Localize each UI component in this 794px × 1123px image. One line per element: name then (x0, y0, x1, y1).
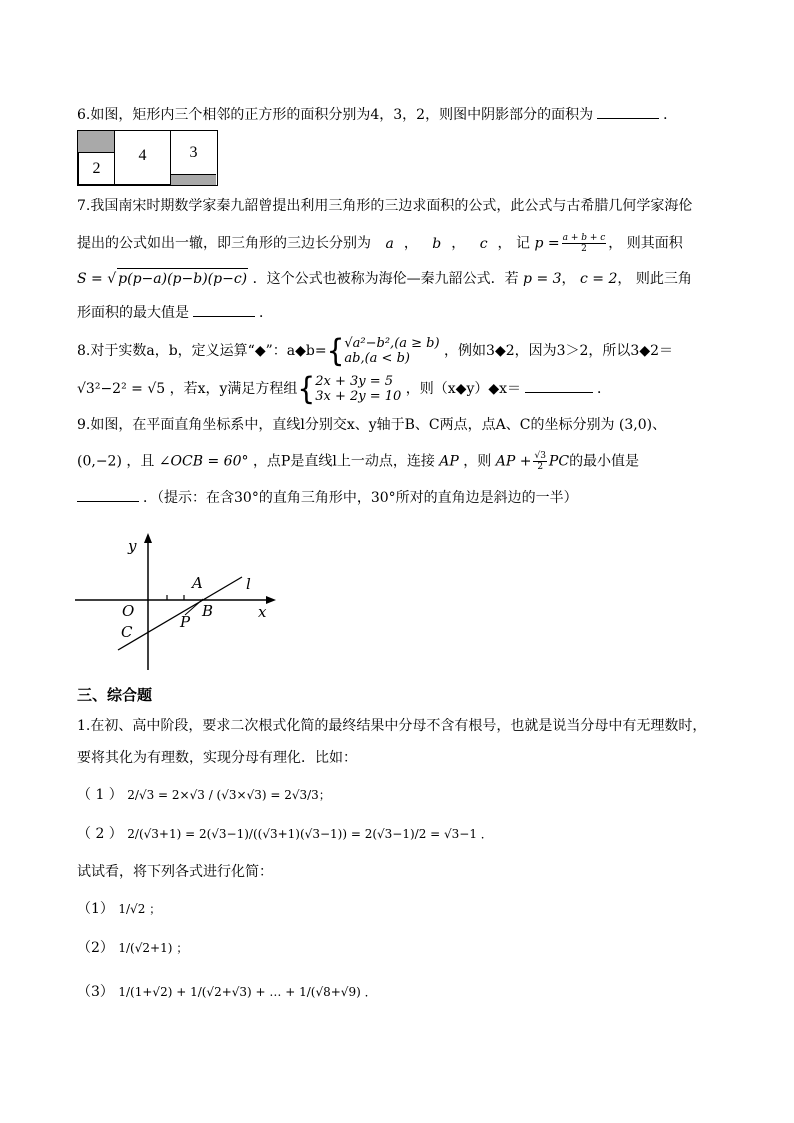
point-c-coord: (0,−2) (77, 453, 122, 470)
q9-line2d: ，则 (463, 453, 492, 470)
s1-line2: 要将其化为有理数，实现分母有理化．比如： (77, 750, 357, 766)
q7-line4 (77, 302, 273, 323)
square-label-3: 3 (189, 143, 198, 161)
expr-den: 2 (537, 462, 544, 472)
q8-system-brace: { (297, 370, 316, 407)
label-c: C (121, 623, 133, 641)
q8-end: ． (597, 381, 612, 397)
q9-coordinate-figure (70, 525, 290, 675)
q7-answer-blank[interactable] (193, 302, 255, 317)
p-equals-3: p = 3 (523, 271, 562, 287)
expr-num: √3 (534, 451, 546, 461)
q7-line3: S = √ p(p−a)(p−b)(p−c) ．这个公式也被称为海伦—秦九韶公式．若 p = 3， c = 2， 则此三角 (77, 268, 692, 289)
label-a: A (192, 574, 203, 592)
expr-frac (533, 451, 546, 472)
q8-case1: √a²−b²,(a ≥ b) (344, 336, 440, 351)
s1-p1 (77, 899, 161, 919)
square-area-3 (170, 131, 216, 175)
label-x: x (258, 603, 267, 621)
s1-ex2 (77, 824, 493, 844)
q7-line4-text: 形面积的最大值是 (77, 305, 189, 321)
ex1-label: （ 1 ） (77, 787, 123, 803)
q7-end: ． (259, 305, 273, 321)
c-equals-2: c = 2 (579, 271, 618, 287)
p1-formula: 1/√2 ； (118, 902, 162, 916)
expr-pc: PC (548, 453, 570, 470)
q6-answer-blank[interactable] (597, 104, 659, 119)
q8-line2 (77, 370, 612, 407)
x-axis-arrow-icon (266, 596, 276, 604)
q8-eq1: 2x + 3y = 5 (315, 374, 394, 389)
p2-formula: 1/(√2+1) ； (118, 941, 189, 955)
q8-eq2: 3x + 2y = 10 (315, 389, 402, 404)
ex2-label: （ 2 ） (77, 826, 123, 842)
expr-ap: AP + (495, 453, 532, 470)
ex2-formula: 2/(√3+1) = 2(√3−1)/((√3+1)(√3−1)) = 2(√3−1)/2 = √3−1 ． (127, 827, 493, 841)
side-a: a (385, 235, 394, 252)
q8-line2b: ，若x，y满足方程组 (169, 381, 298, 397)
q8-answer-blank[interactable] (525, 378, 593, 393)
s1-line1: 1.在初、高中阶段，要求二次根式化简的最终结果中分母不含有根号，也就是说当分母中有无理数时， (77, 718, 707, 734)
angle-ocb: ∠OCB = 60° (158, 453, 249, 470)
q9-line2 (77, 451, 639, 472)
label-l: l (246, 575, 251, 593)
q7-line2a: 提出的公式如出一辙，即三角形的三边长分别为 (77, 235, 371, 252)
shaded-region-top (78, 131, 114, 153)
q9-answer-blank[interactable] (77, 487, 139, 502)
q8-line1a: 8.对于实数a，b，定义运算“◆”：a◆b= (77, 343, 327, 359)
q9-line1: 9.如图，在平面直角坐标系中，直线l分别交x、y轴于B、C两点，点A、C的坐标分别为 (3,0)、 (77, 417, 667, 433)
label-o: O (122, 602, 135, 620)
side-c: c (479, 235, 488, 252)
q8-example: √3²−2² = √5 (77, 381, 166, 397)
p1-label: （1） (77, 901, 114, 917)
s1-try: 试试看，将下列各式进行化简： (77, 864, 273, 880)
q8-case2: ab,(a < b) (344, 351, 410, 366)
label-p: P (180, 613, 191, 631)
s1-ex1 (77, 785, 331, 805)
q8-line2c: ，则（x◆y）◆x＝ (405, 381, 522, 397)
shaded-region-bottom (171, 175, 216, 185)
s1-p2 (77, 938, 188, 958)
p-def: p = (534, 235, 560, 252)
q7-line3c: 则此三角 (635, 271, 692, 287)
square-label-2: 2 (92, 159, 101, 177)
q6-line (77, 104, 677, 125)
segment-ap: AP (439, 453, 459, 470)
q9-line3 (77, 487, 578, 508)
q8-line1 (77, 332, 674, 369)
square-area-2 (78, 152, 115, 185)
label-b: B (202, 602, 214, 620)
q7-line1: 7.我国南宋时期数学家秦九韶曾提出利用三角形的三边求面积的公式，此公式与古希腊几何学家海伦 (77, 198, 693, 214)
q9-hint: ．（提示：在含30°的直角三角形中，30°所对的直角边是斜边的一半） (143, 490, 578, 506)
heron-radicand: p(p−a)(p−b)(p−c) (117, 268, 248, 289)
square-area-4 (114, 131, 171, 185)
q7-line3b: 这个公式也被称为海伦—秦九韶公式．若 (266, 271, 519, 287)
q7-line2c: 则其面积 (626, 235, 683, 252)
side-b: b (432, 235, 442, 252)
s-eq: S = (77, 271, 108, 287)
square-label-4: 4 (138, 146, 147, 164)
p-den: 2 (581, 244, 587, 254)
y-axis-arrow-icon (144, 533, 152, 543)
label-y: y (128, 537, 137, 555)
p2-label: （2） (77, 940, 114, 956)
q7-ji: 记 (515, 235, 530, 252)
p3-formula: 1/(1+√2) + 1/(√2+√3) + … + 1/(√8+√9) ． (118, 985, 377, 999)
q8-line1b: ，例如3◆2，因为3＞2，所以3◆2＝ (444, 343, 674, 359)
q6-end: ． (663, 107, 678, 123)
q9-line2b: ，且 (126, 453, 155, 470)
s1-p3 (77, 982, 377, 1002)
p3-label: （3） (77, 984, 114, 1000)
q8-brace: { (326, 332, 345, 369)
q6-text: 6.如图，矩形内三个相邻的正方形的面积分别为4，3，2，则图中阴影部分的面积为 (77, 107, 594, 123)
q9-line2c: ，点P是直线l上一动点，连接 (252, 453, 435, 470)
section-title: 三、综合题 (77, 686, 153, 704)
p-fraction (562, 233, 607, 254)
q6-rectangle-figure (77, 130, 218, 186)
p-num: a + b + c (562, 233, 606, 243)
q9-line2e: 的最小值是 (569, 453, 640, 470)
q8-system (315, 374, 401, 404)
q7-line2: 提出的公式如出一辙，即三角形的三边长分别为 a ， b ， c ， 记 p = $\frac{a + b + c}{2}$ ， 则其面积 (77, 233, 683, 254)
q8-cases (344, 336, 439, 366)
ex1-formula: 2/√3 = 2×√3 / (√3×√3) = 2√3/3； (127, 788, 331, 802)
